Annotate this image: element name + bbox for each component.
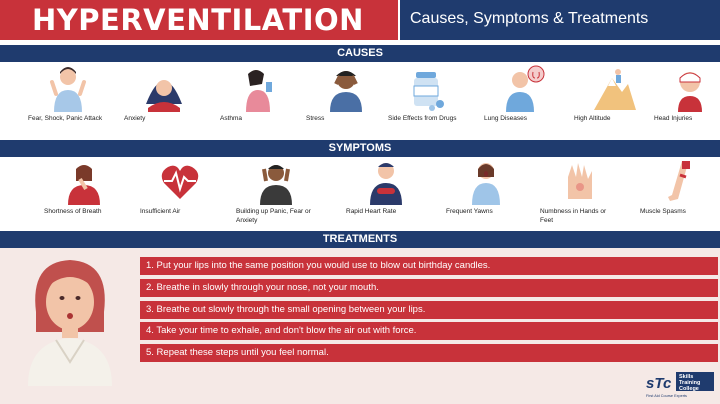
symptom-label: Muscle Spasms — [640, 208, 686, 215]
cause-label: Side Effects from Drugs — [388, 115, 457, 122]
title-banner — [0, 0, 398, 40]
cause-item — [484, 64, 564, 123]
causes-row — [0, 64, 720, 140]
cause-label: High Altitude — [574, 115, 611, 122]
symptom-label: Building up Panic, Fear or Anxiety — [236, 208, 311, 224]
breathless-person-icon — [62, 159, 106, 205]
skills-training-college-logo — [644, 368, 716, 400]
logo-line1: Skills — [679, 374, 694, 380]
page-subtitle: Causes, Symptoms & Treatments — [410, 10, 649, 27]
cause-label: Stress — [306, 115, 325, 122]
cause-item — [124, 64, 204, 123]
causes-heading: CAUSES — [0, 45, 720, 62]
bandaged-head-icon — [672, 64, 716, 112]
cause-item — [306, 64, 386, 123]
symptom-label: Frequent Yawns — [446, 208, 493, 215]
logo-tagline: First Aid Course Experts — [646, 394, 687, 398]
logo-line3: College — [679, 386, 699, 392]
treatment-step: 5. Repeat these steps until you feel normal. — [140, 344, 718, 362]
symptom-item — [540, 159, 620, 225]
symptom-label: Insufficient Air — [140, 208, 181, 215]
cause-label: Fear, Shock, Panic Attack — [28, 115, 103, 122]
symptom-item — [346, 159, 426, 216]
cause-label: Head Injuries — [654, 115, 693, 122]
symptom-item — [446, 159, 526, 216]
leg-spasm-icon — [658, 159, 702, 205]
treatments-heading: TREATMENTS — [0, 231, 720, 248]
symptom-label: Numbness in Hands or Feet — [540, 208, 607, 224]
symptoms-row — [0, 159, 720, 229]
symptom-label: Shortness of Breath — [44, 208, 102, 215]
pill-bottle-icon — [406, 64, 450, 112]
symptom-item — [640, 159, 720, 216]
frightened-person-icon — [46, 64, 90, 112]
treatment-step: 4. Take your time to exhale, and don't blow the air out with force. — [140, 322, 718, 340]
cause-label: Asthma — [220, 115, 243, 122]
symptom-label: Rapid Heart Rate — [346, 208, 397, 215]
treatment-step: 1. Put your lips into the same position you would use to blow out birthday candles. — [140, 257, 718, 275]
panicked-person-icon — [254, 159, 298, 205]
page-title: HYPERVENTILATION — [32, 3, 364, 37]
cause-item — [388, 64, 468, 123]
cause-item — [654, 64, 720, 123]
cause-label: Anxiety — [124, 115, 146, 122]
chest-pain-person-icon — [364, 159, 408, 205]
symptom-item — [140, 159, 220, 216]
logo-line2: Training — [679, 380, 701, 386]
inhaler-person-icon — [238, 64, 282, 112]
cause-item — [220, 64, 300, 123]
symptom-item — [44, 159, 124, 216]
lungs-person-icon — [502, 64, 546, 112]
breathing-woman-illustration — [22, 252, 118, 386]
cause-item — [28, 64, 108, 123]
symptom-item — [236, 159, 316, 225]
heartbeat-icon — [158, 159, 202, 205]
anxious-person-icon — [142, 64, 186, 112]
treatment-step: 2. Breathe in slowly through your nose, not your mouth. — [140, 279, 718, 297]
mountain-climber-icon — [592, 64, 636, 112]
treatment-step: 3. Breathe out slowly through the small opening between your lips. — [140, 301, 718, 319]
symptoms-heading: SYMPTOMS — [0, 140, 720, 157]
stressed-person-icon — [324, 64, 368, 112]
logo-mark: sTc — [646, 375, 672, 392]
yawning-person-icon — [464, 159, 508, 205]
cause-item — [574, 64, 654, 123]
header — [0, 0, 720, 40]
subtitle-banner — [400, 0, 720, 40]
cause-label: Lung Diseases — [484, 115, 527, 122]
numb-hand-icon — [558, 159, 602, 205]
